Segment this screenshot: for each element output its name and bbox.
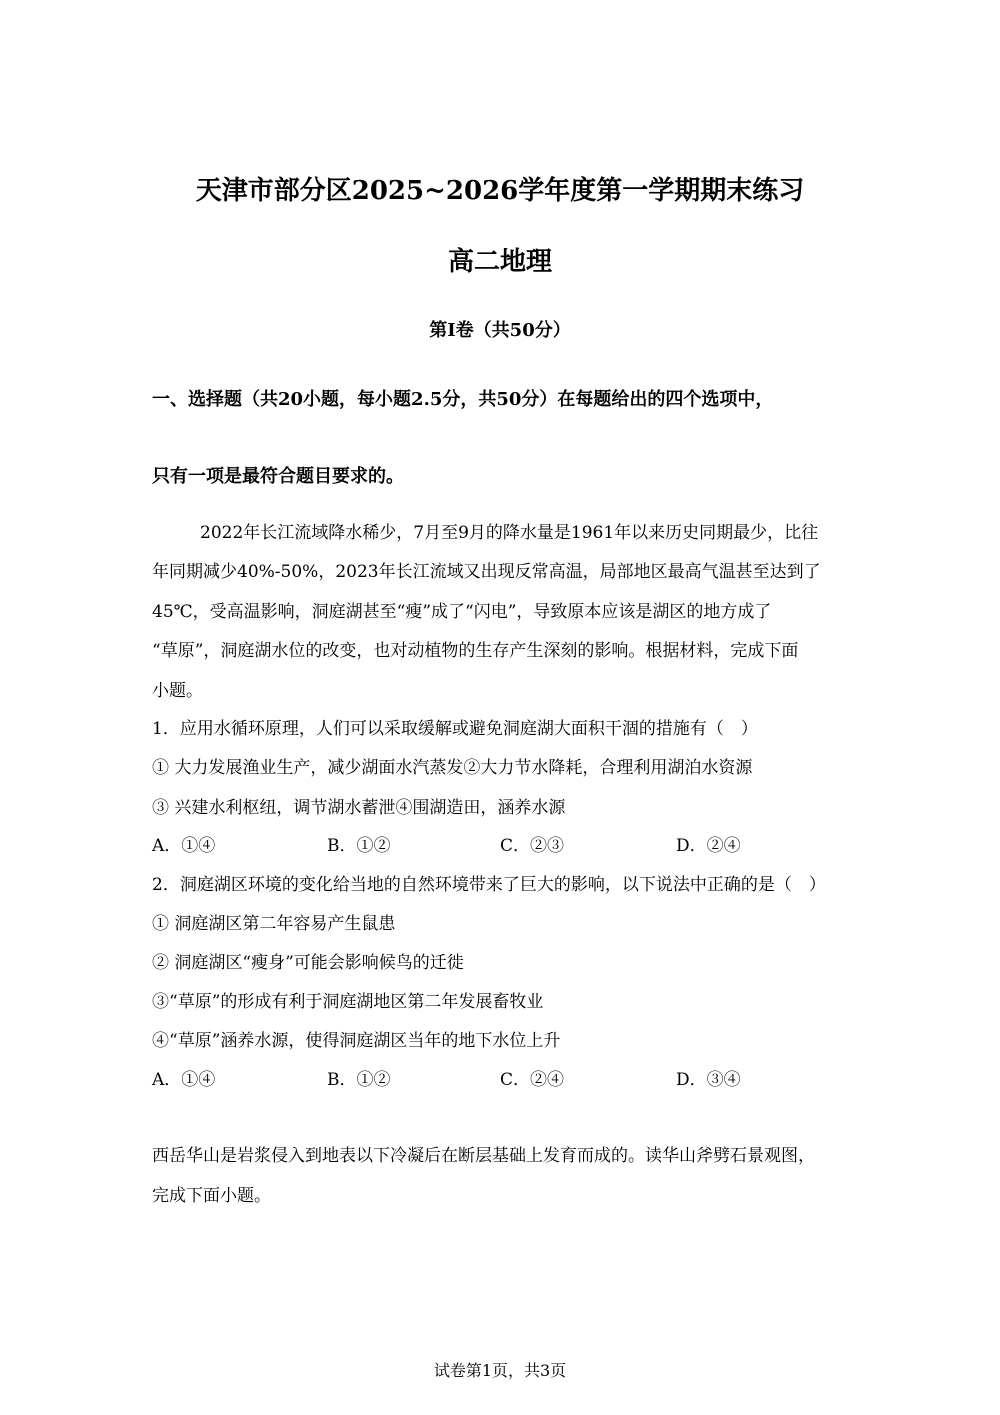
section-heading-line-1: 一、选择题（共20小题，每小题2.5分，共50分）在每题给出的四个选项中， [152,389,774,410]
question-1-stem: 1．应用水循环原理，人们可以采取缓解或避免洞庭湖大面积干涸的措施有（ ） [152,719,758,739]
section-heading-line-2: 只有一项是最符合题目要求的。 [152,466,404,487]
question-1-statement: ① 大力发展渔业生产，减少湖面水汽蒸发②大力节水降耗，合理利用湖泊水资源 [152,758,753,778]
subject-title: 高二地理 [447,247,552,277]
question-2-stem: 2．洞庭湖区环境的变化给当地的自然环境带来了巨大的影响，以下说法中正确的是（ ） [152,875,826,895]
question-1-statement: ③ 兴建水利枢纽，调节湖水蓄泄④围湖造田，涵养水源 [152,798,566,818]
question-2-option-a: A．①④ [152,1070,216,1090]
exam-title: 天津市部分区2025~2026学年度第一学期期末练习 [195,176,805,206]
material-2-line: 完成下面小题。 [152,1186,271,1206]
question-2-option-c: C．②④ [500,1070,565,1090]
material-1-line: 小题。 [152,681,203,701]
material-1-line: “草原”，洞庭湖水位的改变，也对动植物的生存产生深刻的影响。根据材料，完成下面 [152,641,799,661]
question-1-option-b: B．①② [327,836,391,856]
material-2-line: 西岳华山是岩浆侵入到地表以下冷凝后在断层基础上发育而成的。读华山斧劈石景观图， [152,1146,815,1166]
material-1-line: 年同期减少40%-50%，2023年长江流域又出现反常高温，局部地区最高气温甚至达到了 [152,562,821,582]
question-1-option-d: D．②④ [676,836,741,856]
volume-heading: 第Ⅰ卷（共50分） [429,320,571,341]
question-1-option-c: C．②③ [500,836,565,856]
page-footer: 试卷第1页，共3页 [433,1361,567,1380]
question-1-option-a: A．①④ [152,836,216,856]
question-2-option-b: B．①② [327,1070,391,1090]
material-1-line: 2022年长江流域降水稀少，7月至9月的降水量是1961年以来历史同期最少，比往 [200,523,819,543]
question-2-statement: ② 洞庭湖区“瘦身”可能会影响候鸟的迁徙 [152,953,464,973]
question-2-statement: ① 洞庭湖区第二年容易产生鼠患 [152,914,396,934]
material-1-line: 45℃，受高温影响，洞庭湖甚至“瘦”成了“闪电”，导致原本应该是湖区的地方成了 [152,602,772,622]
question-2-option-d: D．③④ [676,1070,741,1090]
question-2-statement: ③“草原”的形成有利于洞庭湖地区第二年发展畜牧业 [152,992,544,1012]
question-2-statement: ④“草原”涵养水源，使得洞庭湖区当年的地下水位上升 [152,1031,561,1051]
